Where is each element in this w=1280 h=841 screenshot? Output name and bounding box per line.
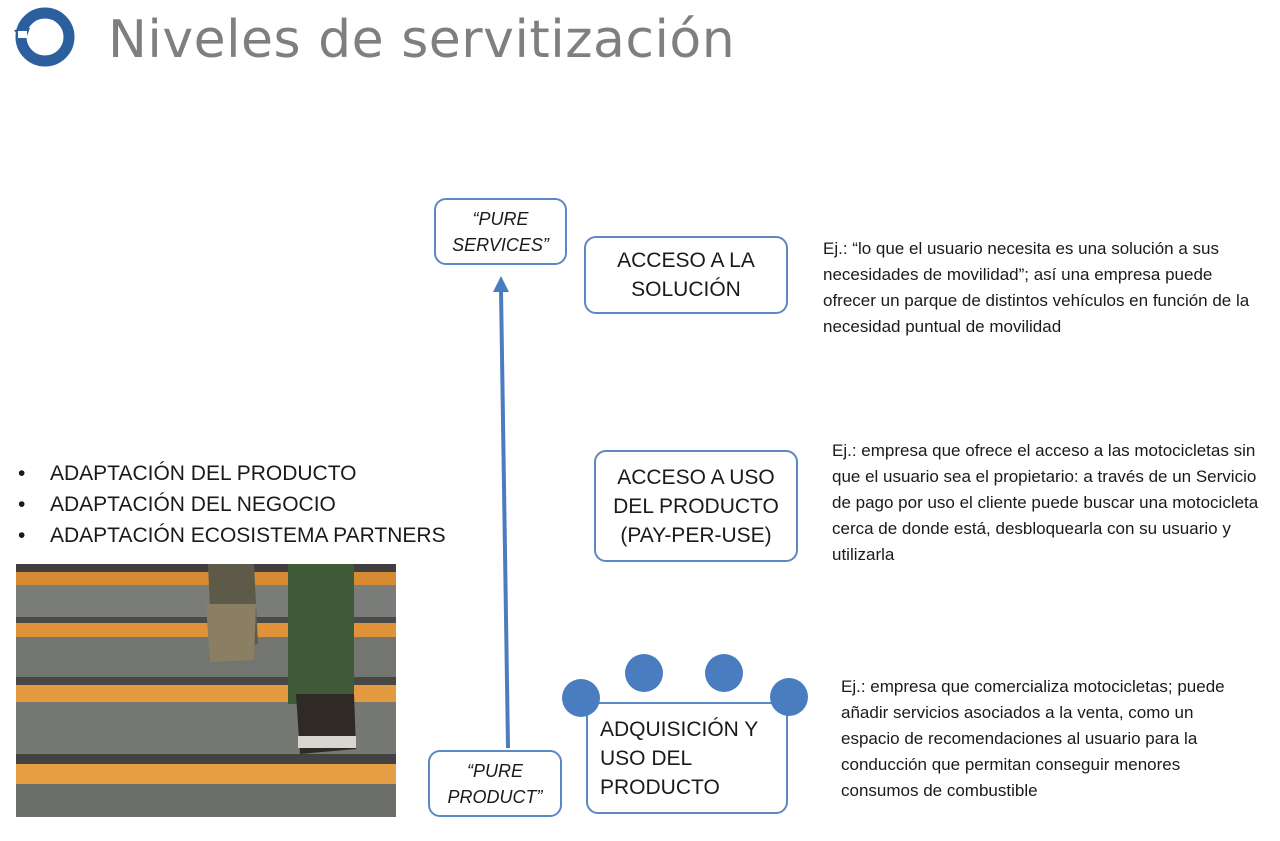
level-box-product-acquisition: ADQUISICIÓN Y USO DEL PRODUCTO (586, 702, 788, 814)
decor-circle (770, 678, 808, 716)
level-box-access-solution: ACCESO A LA SOLUCIÓN (584, 236, 788, 314)
level-box-pay-per-use: ACCESO A USO DEL PRODUCTO (PAY-PER-USE) (594, 450, 798, 562)
level-description-access-solution: Ej.: “lo que el usuario necesita es una solución a sus necesidades de movilidad”; así una empresa puede ofrecer un parque de distintos vehículos en función de la necesidad puntual de movilidad (823, 239, 1250, 336)
pure-product-label: “PURE PRODUCT” (428, 750, 562, 817)
page-title: Niveles de servitización (108, 10, 736, 70)
list-item: • ADAPTACIÓN ECOSISTEMA PARTNERS (18, 524, 446, 547)
stairs-photo (16, 564, 396, 817)
level-description-pay-per-use: Ej.: empresa que ofrece el acceso a las motocicletas sin que el usuario sea el propietario: a través de un Servicio de pago por uso el cliente puede buscar una motocicleta cerca de donde está, desbloquearla con su usuario y utilizarla (832, 441, 1259, 564)
pure-services-label: “PURE SERVICES” (434, 198, 567, 265)
list-item: • ADAPTACIÓN DEL PRODUCTO (18, 462, 357, 485)
list-item: • ADAPTACIÓN DEL NEGOCIO (18, 493, 336, 516)
decor-circle (562, 679, 600, 717)
decor-circle (705, 654, 743, 692)
adaptation-list (18, 458, 446, 551)
level-description-product-acquisition: Ej.: empresa que comercializa motocicletas; puede añadir servicios asociados a la venta, como un espacio de recomendaciones al usuario para la conducción que permitan conseguir menores consumos de combustible (841, 677, 1225, 800)
decor-circle (625, 654, 663, 692)
